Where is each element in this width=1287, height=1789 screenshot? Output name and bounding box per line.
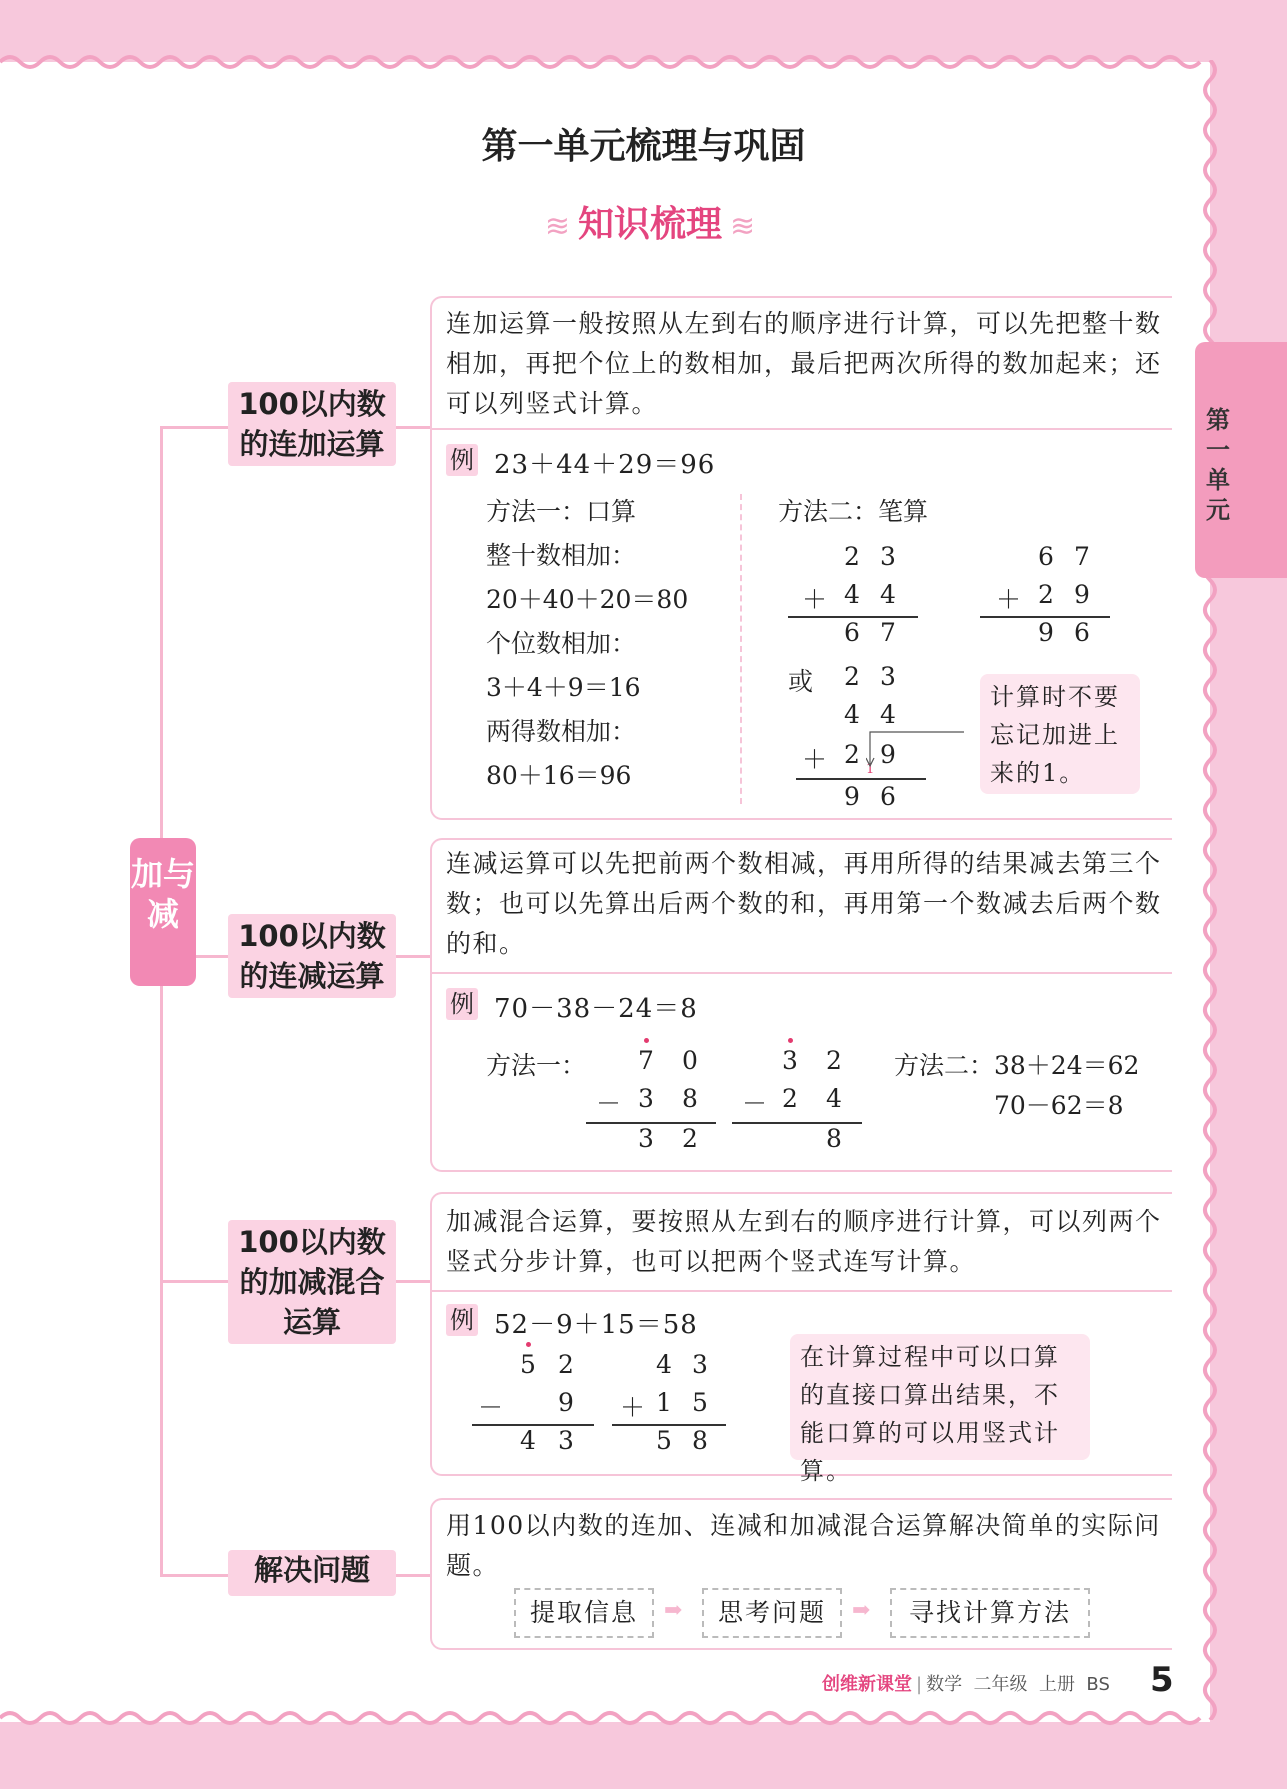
digit: 4: [826, 1084, 842, 1113]
tree-branch-line: [396, 955, 430, 958]
step-think-question: 思考问题: [702, 1588, 842, 1638]
wave-deco-icon: ≋: [544, 209, 570, 244]
root-node-add-subtract: 加与减: [130, 838, 196, 986]
addition-description: 连加运算一般按照从左到右的顺序进行计算，可以先把整十数相加，再把个位上的数相加，最后把两次所得的数加起来；还可以列竖式计算。: [446, 309, 1162, 418]
node-consecutive-addition: 100以内数的连加运算: [228, 382, 396, 466]
box-divider: [432, 428, 1172, 430]
minus-sign: －: [478, 1393, 504, 1422]
digit: 9: [558, 1388, 574, 1417]
plus-sign: ＋: [996, 585, 1022, 614]
digit: 4: [656, 1350, 672, 1379]
digit: 0: [682, 1046, 698, 1075]
node-problem-solving: 解决问题: [228, 1550, 396, 1596]
or-label: 或: [788, 667, 814, 696]
plus-sign: ＋: [802, 745, 828, 774]
example-label: 例: [446, 988, 478, 1020]
page-title: 第一单元梳理与巩固: [481, 126, 806, 167]
unit-side-tab-label: 第一单元: [1206, 406, 1230, 524]
method2-title: 方法二：笔算: [778, 497, 929, 526]
digit: 8: [692, 1426, 708, 1455]
digit: 9: [844, 782, 860, 811]
method1-line: 整十数相加：: [486, 541, 637, 570]
section-subtitle: [0, 196, 1287, 247]
plus-sign: ＋: [620, 1393, 646, 1422]
tree-branch-line: [396, 426, 430, 429]
digit: 4: [880, 700, 896, 729]
example-label: 例: [446, 1304, 478, 1336]
digit: 9: [1074, 580, 1090, 609]
right-wave-border: [1190, 60, 1230, 1720]
problem-solving-description: 用100以内数的连加、连减和加减混合运算解决简单的实际问题。: [446, 1511, 1161, 1580]
digit: 7: [1074, 542, 1090, 571]
subtraction-description: 连减运算可以先把前两个数相减，再用所得的结果减去第三个数；也可以先算出后两个数的和，再用第一个数减去后两个数的和。: [446, 849, 1162, 958]
box-divider: [432, 1290, 1172, 1292]
problem-solving-box: [430, 1498, 1172, 1650]
tree-branch-line: [396, 1280, 430, 1283]
mental-math-note: 在计算过程中可以口算的直接口算出结果，不能口算的可以用竖式计算。: [790, 1334, 1090, 1460]
digit: 4: [844, 580, 860, 609]
page-number: 5: [1150, 1660, 1174, 1700]
method2-line: 70－62＝8: [994, 1091, 1124, 1120]
minus-sign: －: [596, 1089, 622, 1118]
tree-branch-line: [160, 426, 228, 429]
digit: 6: [1038, 542, 1054, 571]
digit: 5: [520, 1350, 536, 1379]
digit: 2: [844, 662, 860, 691]
node-mixed-operation: 100以内数的加减混合运算: [228, 1220, 396, 1344]
wave-deco-icon: ≋: [730, 209, 756, 244]
digit: 3: [692, 1350, 708, 1379]
node-consecutive-subtraction: 100以内数的连减运算: [228, 914, 396, 998]
footer-book-info: 数学 二年级 上册 BS: [926, 1674, 1110, 1695]
tree-branch-line: [196, 955, 228, 958]
digit: 6: [1074, 618, 1090, 647]
method1-line: 个位数相加：: [486, 629, 637, 658]
tree-branch-line: [160, 1280, 228, 1283]
digit: 4: [844, 700, 860, 729]
tree-branch-line: [396, 1574, 430, 1577]
digit: 3: [638, 1124, 654, 1153]
plus-sign: ＋: [802, 585, 828, 614]
digit: 3: [880, 542, 896, 571]
digit: 5: [692, 1388, 708, 1417]
brand-name: 创维新课堂: [822, 1674, 912, 1695]
example-equation: 23＋44＋29＝96: [494, 450, 716, 480]
digit: 8: [826, 1124, 842, 1153]
digit: 4: [880, 580, 896, 609]
step-find-method: 寻找计算方法: [890, 1588, 1090, 1638]
digit: 7: [880, 618, 896, 647]
digit: 5: [656, 1426, 672, 1455]
digit: 8: [682, 1084, 698, 1113]
digit: 2: [844, 740, 860, 769]
digit: 2: [1038, 580, 1054, 609]
arrow-right-icon: ➡: [852, 1598, 871, 1623]
subtraction-box: [430, 838, 1172, 1172]
footer-info: [822, 1670, 1110, 1696]
method1-line: 两得数相加：: [486, 717, 637, 746]
digit: 2: [826, 1046, 842, 1075]
digit: 6: [844, 618, 860, 647]
subtitle-text: 知识梳理: [577, 204, 722, 245]
digit: 7: [638, 1046, 654, 1075]
mixed-description: 加减混合运算，要按照从左到右的顺序进行计算，可以列两个竖式分步计算，也可以把两个竖式连写计算。: [446, 1207, 1162, 1276]
digit: 9: [880, 740, 896, 769]
bottom-wave-border: [0, 1700, 1287, 1740]
digit: 2: [782, 1084, 798, 1113]
digit: 3: [782, 1046, 798, 1075]
box-divider: [432, 972, 1172, 974]
digit: 9: [1038, 618, 1054, 647]
digit: 3: [638, 1084, 654, 1113]
digit: 3: [558, 1426, 574, 1455]
addition-box: [430, 296, 1172, 820]
method1-title: 方法一：: [486, 1051, 587, 1080]
method2-title: 方法二：: [894, 1051, 995, 1080]
digit: 1: [656, 1388, 672, 1417]
step-extract-info: 提取信息: [514, 1588, 654, 1638]
method-divider: [740, 494, 742, 804]
borrow-dot: [644, 1038, 649, 1043]
carry-mark: 1: [866, 762, 875, 777]
footer-separator: |: [916, 1674, 923, 1695]
top-wave-border: [0, 40, 1287, 80]
example-equation: 70－38－24＝8: [494, 994, 698, 1024]
method1-line: 3＋4＋9＝16: [486, 673, 641, 702]
borrow-dot: [526, 1342, 531, 1347]
carry-reminder-note: 计算时不要忘记加进上来的1。: [980, 674, 1140, 794]
method1-title: 方法一：口算: [486, 497, 637, 526]
method2-line: 38＋24＝62: [994, 1051, 1140, 1080]
method1-line: 80＋16＝96: [486, 761, 632, 790]
tree-trunk-line: [160, 426, 163, 1576]
digit: 3: [880, 662, 896, 691]
digit: 2: [844, 542, 860, 571]
example-equation: 52－9＋15＝58: [494, 1310, 698, 1340]
method1-line: 20＋40＋20＝80: [486, 585, 689, 614]
digit: 4: [520, 1426, 536, 1455]
sum-line: [796, 778, 926, 780]
carry-arrow-icon: [866, 730, 966, 770]
example-label: 例: [446, 444, 478, 476]
arrow-right-icon: ➡: [664, 1598, 683, 1623]
borrow-dot: [788, 1038, 793, 1043]
minus-sign: －: [742, 1089, 768, 1118]
digit: 6: [880, 782, 896, 811]
digit: 2: [558, 1350, 574, 1379]
tree-branch-line: [160, 1574, 228, 1577]
mixed-operation-box: [430, 1192, 1172, 1485]
digit: 2: [682, 1124, 698, 1153]
